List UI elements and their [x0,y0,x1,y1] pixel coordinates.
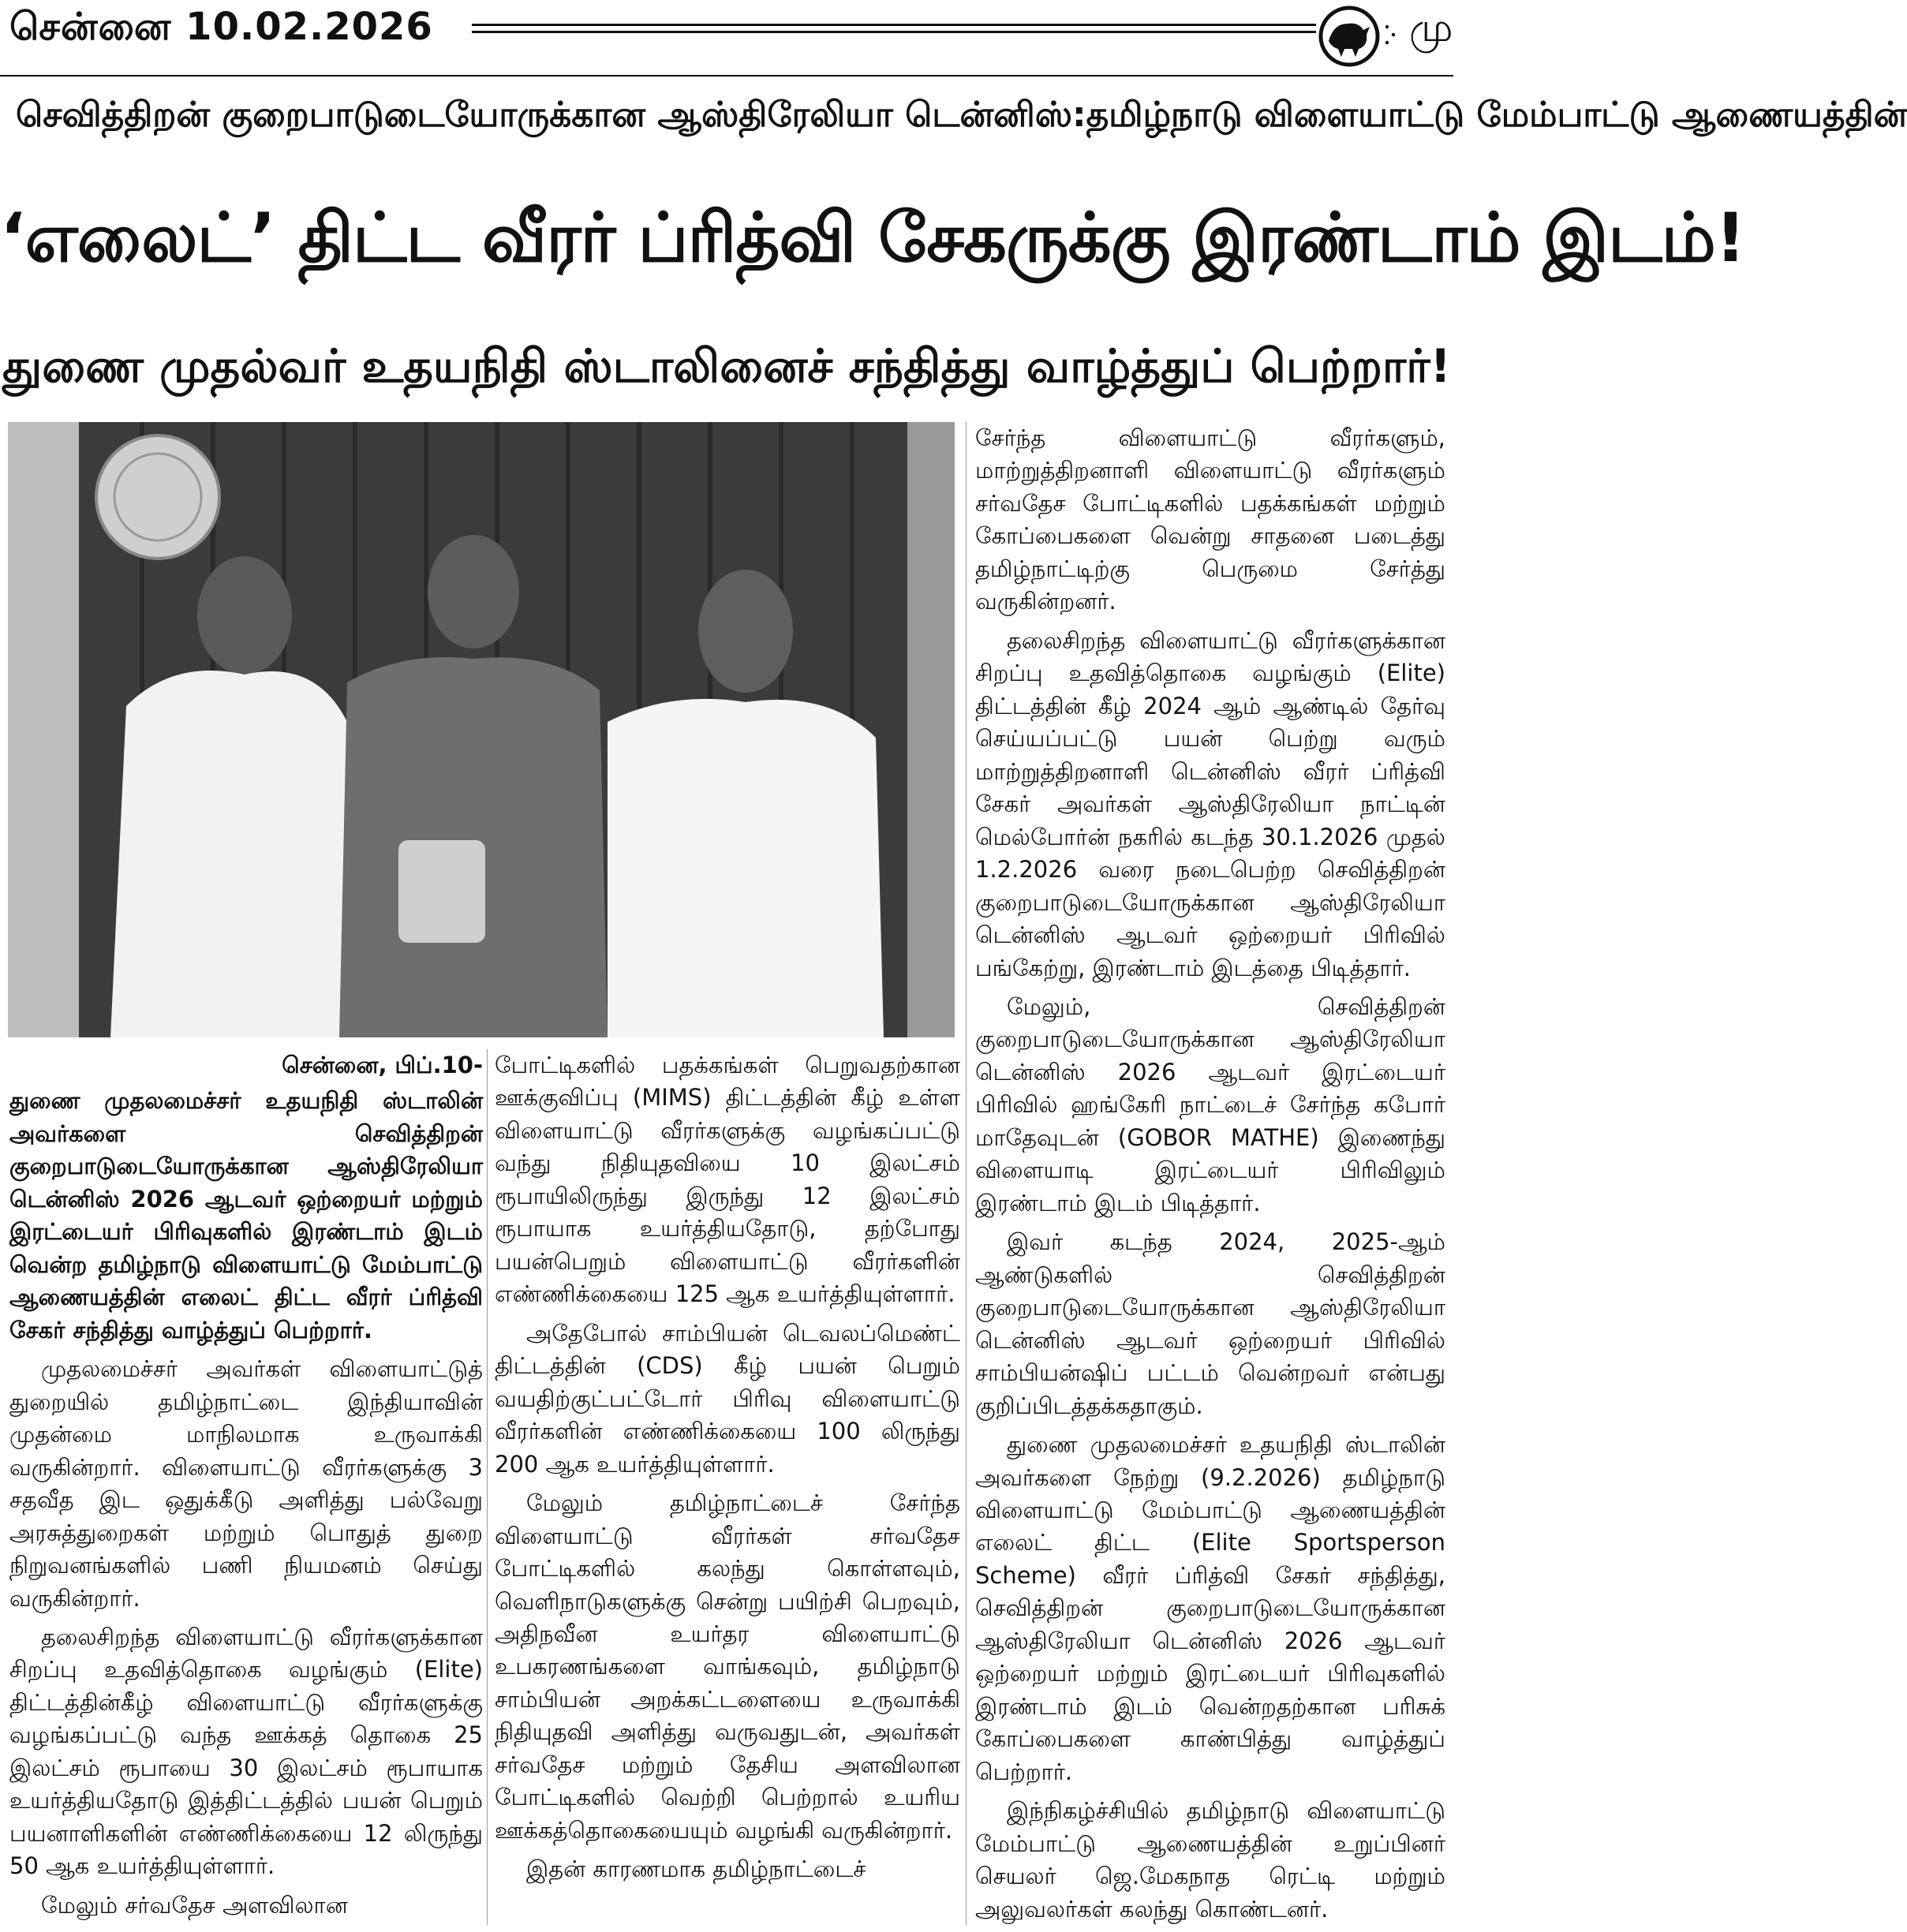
column-divider [487,1049,488,1925]
page-letter: மு [1409,5,1453,50]
article-paragraph: மேலும் சர்வதேச அளவிலான [41,1891,348,1919]
article-column-right [975,422,1445,1932]
kicker-right: தமிழ்நாடு விளையாட்டு மேம்பாட்டு ஆணையத்தின் [1086,95,1907,135]
article-paragraph: மேலும், செவித்திறன் குறைபாடுடையோருக்கான ஆஸ்திரேலியா டென்னிஸ் 2026 ஆடவர் இரட்டையர் பிரிவில் ஹங்கேரி நாட்டைச் சேர்ந்த கபோர் மாதேவுடன் (GOBOR MATHE) இணைந்து விளையாடி இரட்டையர் பிரிவிலும் இரண்டாம் இடம் பிடித்தார். [975,992,1445,1216]
masthead-rule [472,24,1316,33]
article-paragraph: போட்டிகளில் பதக்கங்கள் பெறுவதற்கான ஊக்குவிப்பு (MIMS) திட்டத்தின் கீழ் உள்ள விளையாட்டு வீரர்களுக்கு வழங்கப்பட்டு வந்து நிதியுதவியை 10 இலட்சம் ரூபாயிலிருந்து இருந்து 12 இலட்சம் ரூபாயாக உயர்த்தியதோடு, தற்போது பயன்பெறும் விளையாட்டு வீரர்களின் எண்ணிக்கையை 125 ஆக உயர்த்தியுள்ளார். [495,1052,960,1308]
article-lede: துணை முதலமைச்சர் உதயநிதி ஸ்டாலின் அவர்களை செவித்திறன் குறைபாடுடையோருக்கான ஆஸ்திரேலியா டென்னிஸ் 2026 ஆடவர் ஒற்றையர் மற்றும் இரட்டையர் பிரிவுகளில் இரண்டாம் இடம் வென்ற தமிழ்நாடு விளையாட்டு மேம்பாட்டு ஆணையத்தின் எலைட் திட்ட வீரர் ப்ரித்வி சேகர் சந்தித்து வாழ்த்துப் பெற்றார். [9,1087,483,1343]
article-paragraph: தலைசிறந்த விளையாட்டு வீரர்களுக்கான சிறப்பு உதவித்தொகை வழங்கும் (Elite) திட்டத்தின் கீழ் 2024 ஆம் ஆண்டில் தேர்வு செய்யப்பட்டு பயன் பெற்று வரும் மாற்றுத்திறனாளி டென்னிஸ் வீரர் ப்ரித்வி சேகர் அவர்கள் ஆஸ்திரேலியா நாட்டின் மெல்போர்ன் நகரில் கடந்த 30.1.2026 முதல் 1.2.2026 வரை நடைபெற்ற செவித்திறன் குறைபாடுடையோருக்கான ஆஸ்திரேலியா டென்னிஸ் ஆடவர் ஒற்றையர் பிரிவில் பங்கேற்று, இரண்டாம் இடத்தை பிடித்தார். [975,626,1445,981]
subheadline: துணை முதல்வர் உதயநிதி ஸ்டாலினைச் சந்தித்து வாழ்த்துப் பெற்றார்! [2,339,1451,393]
article-paragraph: சேர்ந்த விளையாட்டு வீரர்களும், மாற்றுத்திறனாளி விளையாட்டு வீரர்களும் சர்வதேச போட்டிகளில் பதக்கங்கள் மற்றும் கோப்பைகளை வென்று சாதனை படைத்து தமிழ்நாட்டிற்கு பெருமை சேர்த்து வருகின்றனர். [975,424,1445,615]
column-divider [966,422,967,1925]
kicker [16,95,1907,140]
article-paragraph: துணை முதலமைச்சர் உதயநிதி ஸ்டாலின் அவர்களை நேற்று (9.2.2026) தமிழ்நாடு விளையாட்டு மேம்பாட்டு ஆணையத்தின் எலைட் திட்ட (Elite Sportsperson Scheme) வீரர் ப்ரித்வி சேகர் சந்தித்து, செவித்திறன் குறைபாடுடையோருக்கான ஆஸ்திரேலியா டென்னிஸ் 2026 ஆடவர் ஒற்றையர் மற்றும் இரட்டையர் பிரிவுகளில் இரண்டாம் இடம் வென்றதற்கான பரிசுக் கோப்பைகளை காண்பித்து வாழ்த்துப் பெற்றார். [975,1431,1445,1785]
headline: ‘எலைட்’ திட்ட வீரர் ப்ரித்வி சேகருக்கு இரண்டாம் இடம்! [0,199,1746,278]
article-paragraph: இந்நிகழ்ச்சியில் தமிழ்நாடு விளையாட்டு மேம்பாட்டு ஆணையத்தின் உறுப்பினர் செயலர் ஜெ.மேகநாத ரெட்டி மற்றும் அலுவலர்கள் கலந்து கொண்டனர். [975,1797,1445,1923]
article-paragraph: மேலும் தமிழ்நாட்டைச் சேர்ந்த விளையாட்டு வீரர்கள் சர்வதேச போட்டிகளில் கலந்து கொள்ளவும், வெளிநாடுகளுக்கு சென்று பயிற்சி பெறவும், அதிநவீன உயர்தர விளையாட்டு உபகரணங்களை வாங்கவும், தமிழ்நாடு சாம்பியன் அறக்கட்டளையை உருவாக்கி நிதியுதவி அளித்து வருவதுடன், அவர்கள் சர்வதேச மற்றும் தேசிய அளவிலான போட்டிகளில் வெற்றி பெற்றால் உயரிய ஊக்கத்தொகையையும் வழங்கி வருகின்றார். [495,1489,960,1844]
article-paragraph: தலைசிறந்த விளையாட்டு வீரர்களுக்கான சிறப்பு உதவித்தொகை வழங்கும் (Elite) திட்டத்தின்கீழ் விளையாட்டு வீரர்களுக்கு வழங்கப்பட்டு வந்த ஊக்கத் தொகை 25 இலட்சம் ரூபாயை 30 இலட்சம் ரூபாயாக உயர்த்தியதோடு இத்திட்டத்தில் பயன் பெறும் பயனாளிகளின் எண்ணிக்கையை 12 லிருந்து 50 ஆக உயர்த்தியுள்ளார். [9,1623,483,1880]
kicker-left: செவித்திறன் குறைபாடுடையோருக்கான ஆஸ்திரேலியா டென்னிஸ்: [16,95,1086,135]
article-column-left [9,1049,483,1928]
article-paragraph: முதலமைச்சர் அவர்கள் விளையாட்டுத் துறையில் தமிழ்நாட்டை இந்தியாவின் முதன்மை மாநிலமாக உருவாக்கி வருகின்றார். விளையாட்டு வீரர்களுக்கு 3 சதவீத இட ஒதுக்கீடு அளித்து பல்வேறு அரசுத்துறைகள் மற்றும் பொதுத் துறை நிறுவனங்களில் பணி நியமனம் செய்து வருகின்றார். [9,1355,483,1612]
article-dateline: சென்னை, பிப்.10- [282,1052,483,1078]
masthead-dateline: சென்னை 10.02.2026 [9,5,433,49]
article-paragraph: அதேபோல் சாம்பியன் டெவலப்மெண்ட் திட்டத்தின் (CDS) கீழ் பயன் பெறும் வயதிற்குட்பட்டோர் பிரிவு விளையாட்டு வீரர்களின் எண்ணிக்கையை 100 லிருந்து 200 ஆக உயர்த்தியுள்ளார். [495,1319,960,1478]
newspaper-logo-icon [1318,0,1406,73]
masthead-divider [0,75,1453,77]
news-photo [8,422,955,1037]
article-column-middle [495,1049,960,1893]
article-paragraph: இவர் கடந்த 2024, 2025-ஆம் ஆண்டுகளில் செவித்திறன் குறைபாடுடையோருக்கான ஆஸ்திரேலியா டென்னிஸ் ஆடவர் ஒற்றையர் பிரிவில் சாம்பியன்ஷிப் பட்டம் வென்றவர் என்பது குறிப்பிடத்தக்கதாகும். [975,1228,1445,1419]
article-paragraph: இதன் காரணமாக தமிழ்நாட்டைச் [526,1855,866,1883]
